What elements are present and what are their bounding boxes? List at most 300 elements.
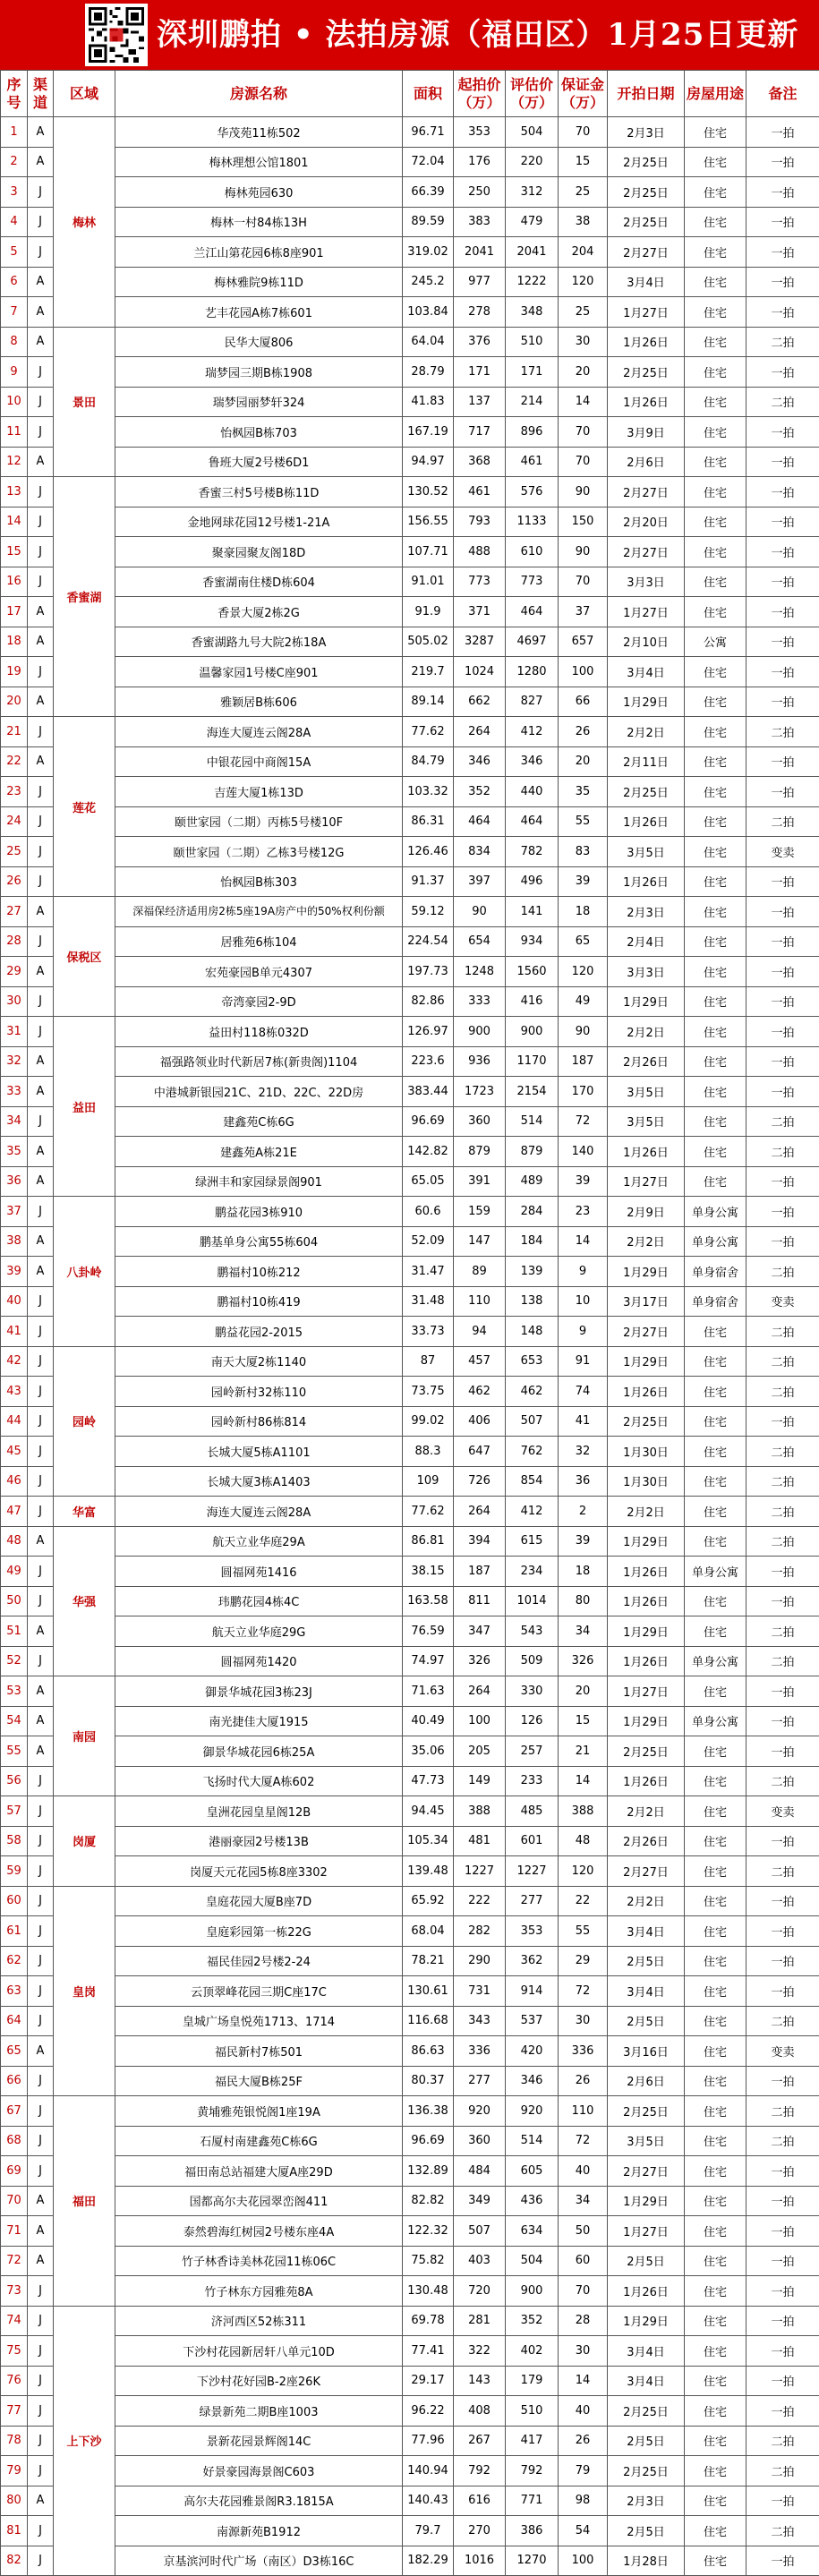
row-size: 91.37 bbox=[403, 866, 454, 897]
row-usage: 住宅 bbox=[685, 1497, 746, 1527]
area-cell: 梅林 bbox=[54, 117, 115, 328]
row-size: 65.05 bbox=[403, 1166, 454, 1197]
row-usage: 住宅 bbox=[685, 1976, 746, 2007]
row-deposit: 30 bbox=[559, 327, 608, 357]
row-name: 京基滨河时代广场（南区）D3栋16C bbox=[115, 2546, 403, 2576]
table-row[interactable] bbox=[1, 1616, 819, 1647]
table-row[interactable] bbox=[1, 147, 819, 177]
table-row[interactable] bbox=[1, 1286, 819, 1317]
table-row[interactable] bbox=[1, 1077, 819, 1107]
row-note: 一拍 bbox=[746, 2366, 819, 2396]
table-row[interactable] bbox=[1, 1346, 819, 1377]
table-row[interactable] bbox=[1, 1736, 819, 1767]
table-row[interactable] bbox=[1, 1197, 819, 1227]
table-row[interactable] bbox=[1, 2186, 819, 2216]
table-row[interactable] bbox=[1, 1226, 819, 1257]
row-deposit: 14 bbox=[559, 2366, 608, 2396]
table-row[interactable] bbox=[1, 237, 819, 268]
table-row[interactable] bbox=[1, 837, 819, 867]
qr-code bbox=[85, 4, 148, 66]
row-note: 变卖 bbox=[746, 2036, 819, 2067]
table-row[interactable] bbox=[1, 687, 819, 717]
table-row[interactable] bbox=[1, 897, 819, 927]
table-row[interactable] bbox=[1, 417, 819, 448]
row-auction-date: 1月26日 bbox=[608, 2276, 685, 2307]
row-start-price: 731 bbox=[454, 1976, 506, 2007]
row-channel: J bbox=[28, 1557, 54, 1587]
table-row[interactable] bbox=[1, 357, 819, 388]
table-row[interactable] bbox=[1, 1557, 819, 1587]
row-appraisal: 353 bbox=[506, 1916, 559, 1947]
table-row[interactable] bbox=[1, 1046, 819, 1077]
row-deposit: 90 bbox=[559, 537, 608, 567]
row-deposit: 34 bbox=[559, 1616, 608, 1647]
row-name: 梅林一村84栋13H bbox=[115, 207, 403, 237]
row-auction-date: 1月26日 bbox=[608, 806, 685, 837]
table-row[interactable] bbox=[1, 2096, 819, 2127]
row-usage: 单身宿舍 bbox=[685, 1286, 746, 1317]
row-note: 一拍 bbox=[746, 1976, 819, 2007]
row-no: 20 bbox=[1, 687, 28, 717]
table-row[interactable] bbox=[1, 2336, 819, 2367]
row-appraisal: 610 bbox=[506, 537, 559, 567]
row-size: 505.02 bbox=[403, 627, 454, 657]
row-deposit: 70 bbox=[559, 2276, 608, 2307]
table-row[interactable] bbox=[1, 1437, 819, 1467]
row-name: 圆福网苑1420 bbox=[115, 1646, 403, 1676]
table-row[interactable] bbox=[1, 2006, 819, 2036]
row-size: 80.37 bbox=[403, 2066, 454, 2096]
row-start-price: 383 bbox=[454, 207, 506, 237]
table-row[interactable] bbox=[1, 1257, 819, 1287]
row-size: 76.59 bbox=[403, 1616, 454, 1647]
row-start-price: 1248 bbox=[454, 957, 506, 987]
table-row[interactable] bbox=[1, 597, 819, 627]
row-start-price: 149 bbox=[454, 1766, 506, 1796]
row-usage: 住宅 bbox=[685, 1826, 746, 1856]
row-auction-date: 2月25日 bbox=[608, 2396, 685, 2427]
table-row[interactable] bbox=[1, 327, 819, 357]
row-auction-date: 1月26日 bbox=[608, 1586, 685, 1616]
table-row[interactable] bbox=[1, 2516, 819, 2546]
row-appraisal: 330 bbox=[506, 1676, 559, 1707]
row-auction-date: 3月5日 bbox=[608, 2126, 685, 2156]
row-auction-date: 2月27日 bbox=[608, 477, 685, 508]
row-note: 一拍 bbox=[746, 537, 819, 567]
row-auction-date: 3月3日 bbox=[608, 957, 685, 987]
row-start-price: 403 bbox=[454, 2246, 506, 2276]
row-note: 二拍 bbox=[746, 1526, 819, 1557]
table-row[interactable] bbox=[1, 1526, 819, 1557]
row-usage: 住宅 bbox=[685, 1137, 746, 1167]
row-size: 105.34 bbox=[403, 1826, 454, 1856]
row-name: 南源新苑B1912 bbox=[115, 2516, 403, 2546]
row-note: 一拍 bbox=[746, 447, 819, 477]
row-name: 华茂苑11栋502 bbox=[115, 117, 403, 148]
row-usage: 住宅 bbox=[685, 2546, 746, 2576]
row-deposit: 30 bbox=[559, 2336, 608, 2367]
row-note: 一拍 bbox=[746, 1557, 819, 1587]
area-cell: 华强 bbox=[54, 1526, 115, 1676]
row-start-price: 773 bbox=[454, 567, 506, 597]
table-row[interactable] bbox=[1, 1976, 819, 2007]
row-size: 78.21 bbox=[403, 1946, 454, 1976]
row-no: 54 bbox=[1, 1706, 28, 1736]
table-row[interactable] bbox=[1, 207, 819, 237]
row-start-price: 187 bbox=[454, 1557, 506, 1587]
row-name: 御景华城花园6栋25A bbox=[115, 1736, 403, 1767]
row-note: 二拍 bbox=[746, 2456, 819, 2486]
row-channel: J bbox=[28, 837, 54, 867]
table-row[interactable] bbox=[1, 627, 819, 657]
area-cell: 华富 bbox=[54, 1497, 115, 1527]
row-name: 好景豪园海景阁C603 bbox=[115, 2456, 403, 2486]
row-channel: J bbox=[28, 1946, 54, 1976]
row-start-price: 110 bbox=[454, 1286, 506, 1317]
row-note: 一拍 bbox=[746, 2546, 819, 2576]
row-start-price: 977 bbox=[454, 267, 506, 297]
table-row[interactable] bbox=[1, 986, 819, 1017]
row-deposit: 40 bbox=[559, 2156, 608, 2187]
table-row[interactable] bbox=[1, 2396, 819, 2427]
row-appraisal: 576 bbox=[506, 477, 559, 508]
row-name: 皇城广场皇悦苑1713、1714 bbox=[115, 2006, 403, 2036]
row-size: 59.12 bbox=[403, 897, 454, 927]
row-deposit: 140 bbox=[559, 1137, 608, 1167]
row-channel: J bbox=[28, 2006, 54, 2036]
row-usage: 住宅 bbox=[685, 147, 746, 177]
table-row[interactable] bbox=[1, 2036, 819, 2067]
row-name: 下沙村花园新居轩八单元10D bbox=[115, 2336, 403, 2367]
table-row[interactable] bbox=[1, 387, 819, 417]
page-title: 深圳鹏拍 • 法拍房源（福田区）1月25日更新 bbox=[157, 0, 798, 70]
row-note: 一拍 bbox=[746, 687, 819, 717]
row-deposit: 120 bbox=[559, 1856, 608, 1887]
row-name: 云顶翠峰花园三期C座17C bbox=[115, 1976, 403, 2007]
row-name: 高尔夫花园雅景阁R3.1815A bbox=[115, 2486, 403, 2516]
table-row[interactable] bbox=[1, 477, 819, 508]
row-deposit: 90 bbox=[559, 1017, 608, 1047]
row-size: 64.04 bbox=[403, 327, 454, 357]
row-start-price: 270 bbox=[454, 2516, 506, 2546]
row-note: 一拍 bbox=[746, 2216, 819, 2247]
row-channel: J bbox=[28, 1377, 54, 1407]
table-row[interactable] bbox=[1, 1586, 819, 1616]
table-row[interactable] bbox=[1, 1946, 819, 1976]
table-row[interactable] bbox=[1, 1826, 819, 1856]
table-row[interactable] bbox=[1, 777, 819, 807]
row-auction-date: 2月2日 bbox=[608, 1226, 685, 1257]
table-row[interactable] bbox=[1, 2156, 819, 2187]
row-usage: 住宅 bbox=[685, 2396, 746, 2427]
row-deposit: 187 bbox=[559, 1046, 608, 1077]
row-auction-date: 2月27日 bbox=[608, 1856, 685, 1887]
row-note: 二拍 bbox=[746, 1106, 819, 1137]
row-start-price: 457 bbox=[454, 1346, 506, 1377]
row-note: 二拍 bbox=[746, 1346, 819, 1377]
table-row[interactable] bbox=[1, 1137, 819, 1167]
row-name: 石厦村南建鑫苑C栋6G bbox=[115, 2126, 403, 2156]
row-size: 38.15 bbox=[403, 1557, 454, 1587]
row-deposit: 83 bbox=[559, 837, 608, 867]
row-no: 55 bbox=[1, 1736, 28, 1767]
row-auction-date: 2月5日 bbox=[608, 2516, 685, 2546]
row-name: 颐世家园（二期）乙栋3号楼12G bbox=[115, 837, 403, 867]
row-usage: 住宅 bbox=[685, 2516, 746, 2546]
row-start-price: 352 bbox=[454, 777, 506, 807]
row-name: 鹏基单身公寓55栋604 bbox=[115, 1226, 403, 1257]
table-row[interactable] bbox=[1, 2366, 819, 2396]
table-row[interactable] bbox=[1, 2546, 819, 2576]
row-start-price: 353 bbox=[454, 117, 506, 148]
row-deposit: 22 bbox=[559, 1886, 608, 1916]
row-size: 77.62 bbox=[403, 1497, 454, 1527]
table-row[interactable] bbox=[1, 657, 819, 687]
row-usage: 住宅 bbox=[685, 746, 746, 777]
row-size: 136.38 bbox=[403, 2096, 454, 2127]
table-row[interactable] bbox=[1, 1166, 819, 1197]
row-size: 245.2 bbox=[403, 267, 454, 297]
table-row[interactable] bbox=[1, 1766, 819, 1796]
table-row[interactable] bbox=[1, 746, 819, 777]
row-channel: A bbox=[28, 597, 54, 627]
row-start-price: 360 bbox=[454, 1106, 506, 1137]
table-row[interactable] bbox=[1, 1317, 819, 1347]
row-name: 绿景新苑二期B座1003 bbox=[115, 2396, 403, 2427]
row-appraisal: 416 bbox=[506, 986, 559, 1017]
row-auction-date: 1月29日 bbox=[608, 2306, 685, 2336]
row-start-price: 720 bbox=[454, 2276, 506, 2307]
row-channel: A bbox=[28, 1526, 54, 1557]
table-row[interactable] bbox=[1, 2486, 819, 2516]
row-channel: A bbox=[28, 1676, 54, 1707]
row-note: 二拍 bbox=[746, 2516, 819, 2546]
table-row[interactable] bbox=[1, 1466, 819, 1497]
row-usage: 住宅 bbox=[685, 1886, 746, 1916]
table-row[interactable] bbox=[1, 717, 819, 747]
row-no: 23 bbox=[1, 777, 28, 807]
table-row[interactable] bbox=[1, 2306, 819, 2336]
row-auction-date: 2月2日 bbox=[608, 1796, 685, 1827]
table-row[interactable] bbox=[1, 507, 819, 537]
table-row[interactable] bbox=[1, 537, 819, 567]
row-size: 163.58 bbox=[403, 1586, 454, 1616]
row-appraisal: 234 bbox=[506, 1557, 559, 1587]
row-no: 14 bbox=[1, 507, 28, 537]
row-name: 宏苑豪园B单元4307 bbox=[115, 957, 403, 987]
row-channel: J bbox=[28, 417, 54, 448]
table-row[interactable] bbox=[1, 1406, 819, 1437]
row-start-price: 290 bbox=[454, 1946, 506, 1976]
row-size: 75.82 bbox=[403, 2246, 454, 2276]
row-channel: A bbox=[28, 447, 54, 477]
row-name: 航天立业华庭29A bbox=[115, 1526, 403, 1557]
row-start-price: 461 bbox=[454, 477, 506, 508]
table-row[interactable] bbox=[1, 2066, 819, 2096]
row-deposit: 79 bbox=[559, 2456, 608, 2486]
table-row[interactable] bbox=[1, 866, 819, 897]
row-usage: 住宅 bbox=[685, 2246, 746, 2276]
row-channel: J bbox=[28, 2336, 54, 2367]
row-note: 二拍 bbox=[746, 1257, 819, 1287]
table-row[interactable] bbox=[1, 806, 819, 837]
listing-table bbox=[0, 70, 819, 2576]
row-channel: J bbox=[28, 1796, 54, 1827]
row-appraisal: 220 bbox=[506, 147, 559, 177]
row-channel: A bbox=[28, 1077, 54, 1107]
row-no: 7 bbox=[1, 297, 28, 328]
table-row[interactable] bbox=[1, 1497, 819, 1527]
row-auction-date: 3月5日 bbox=[608, 1106, 685, 1137]
row-appraisal: 461 bbox=[506, 447, 559, 477]
table-row[interactable] bbox=[1, 117, 819, 148]
row-auction-date: 1月26日 bbox=[608, 866, 685, 897]
row-name: 鹏福村10栋212 bbox=[115, 1257, 403, 1287]
row-appraisal: 257 bbox=[506, 1736, 559, 1767]
row-usage: 住宅 bbox=[685, 1346, 746, 1377]
row-no: 43 bbox=[1, 1377, 28, 1407]
row-auction-date: 2月25日 bbox=[608, 1406, 685, 1437]
row-size: 82.82 bbox=[403, 2186, 454, 2216]
row-appraisal: 507 bbox=[506, 1406, 559, 1437]
row-appraisal: 184 bbox=[506, 1226, 559, 1257]
row-deposit: 657 bbox=[559, 627, 608, 657]
row-appraisal: 854 bbox=[506, 1466, 559, 1497]
table-row[interactable] bbox=[1, 2126, 819, 2156]
row-no: 38 bbox=[1, 1226, 28, 1257]
row-note: 二拍 bbox=[746, 1317, 819, 1347]
table-row[interactable] bbox=[1, 2276, 819, 2307]
row-size: 140.43 bbox=[403, 2486, 454, 2516]
row-size: 77.41 bbox=[403, 2336, 454, 2367]
row-size: 96.69 bbox=[403, 2126, 454, 2156]
row-no: 22 bbox=[1, 746, 28, 777]
row-note: 一拍 bbox=[746, 1706, 819, 1736]
row-size: 91.01 bbox=[403, 567, 454, 597]
row-note: 一拍 bbox=[746, 986, 819, 1017]
row-no: 28 bbox=[1, 926, 28, 957]
page-header bbox=[0, 0, 819, 70]
row-start-price: 1723 bbox=[454, 1077, 506, 1107]
row-no: 42 bbox=[1, 1346, 28, 1377]
table-row[interactable] bbox=[1, 1106, 819, 1137]
row-usage: 住宅 bbox=[685, 837, 746, 867]
row-usage: 住宅 bbox=[685, 117, 746, 148]
row-auction-date: 2月6日 bbox=[608, 2066, 685, 2096]
row-name: 建鑫苑A栋21E bbox=[115, 1137, 403, 1167]
table-row[interactable] bbox=[1, 2426, 819, 2456]
row-name: 怡枫园B栋303 bbox=[115, 866, 403, 897]
table-row[interactable] bbox=[1, 1886, 819, 1916]
table-row[interactable] bbox=[1, 2246, 819, 2276]
table-row[interactable] bbox=[1, 567, 819, 597]
table-row[interactable] bbox=[1, 297, 819, 328]
row-no: 64 bbox=[1, 2006, 28, 2036]
row-name: 皇庭花园大厦B座7D bbox=[115, 1886, 403, 1916]
row-name: 中港城新银园21C、21D、22C、22D房 bbox=[115, 1077, 403, 1107]
row-start-price: 147 bbox=[454, 1226, 506, 1257]
row-no: 73 bbox=[1, 2276, 28, 2307]
row-size: 28.79 bbox=[403, 357, 454, 388]
row-auction-date: 3月9日 bbox=[608, 417, 685, 448]
table-row[interactable] bbox=[1, 1706, 819, 1736]
row-note: 二拍 bbox=[746, 327, 819, 357]
row-auction-date: 1月27日 bbox=[608, 2216, 685, 2247]
table-row[interactable] bbox=[1, 447, 819, 477]
table-row[interactable] bbox=[1, 1377, 819, 1407]
row-no: 36 bbox=[1, 1166, 28, 1197]
table-row[interactable] bbox=[1, 1916, 819, 1947]
table-row[interactable] bbox=[1, 1856, 819, 1887]
row-no: 13 bbox=[1, 477, 28, 508]
row-size: 99.02 bbox=[403, 1406, 454, 1437]
row-note: 一拍 bbox=[746, 477, 819, 508]
row-deposit: 49 bbox=[559, 986, 608, 1017]
row-appraisal: 605 bbox=[506, 2156, 559, 2187]
table-row[interactable] bbox=[1, 1017, 819, 1047]
row-start-price: 462 bbox=[454, 1377, 506, 1407]
table-row[interactable] bbox=[1, 1796, 819, 1827]
row-usage: 住宅 bbox=[685, 1466, 746, 1497]
row-appraisal: 510 bbox=[506, 2396, 559, 2427]
row-deposit: 110 bbox=[559, 2096, 608, 2127]
row-size: 77.96 bbox=[403, 2426, 454, 2456]
row-size: 109 bbox=[403, 1466, 454, 1497]
row-no: 21 bbox=[1, 717, 28, 747]
row-deposit: 120 bbox=[559, 957, 608, 987]
row-note: 一拍 bbox=[746, 627, 819, 657]
row-start-price: 920 bbox=[454, 2096, 506, 2127]
row-auction-date: 2月3日 bbox=[608, 117, 685, 148]
row-auction-date: 1月26日 bbox=[608, 1557, 685, 1587]
row-name: 岗厦天元花园5栋8座3302 bbox=[115, 1856, 403, 1887]
table-row[interactable] bbox=[1, 267, 819, 297]
row-size: 219.7 bbox=[403, 657, 454, 687]
row-note: 二拍 bbox=[746, 2006, 819, 2036]
table-row[interactable] bbox=[1, 1676, 819, 1707]
table-row[interactable] bbox=[1, 2456, 819, 2486]
row-auction-date: 2月26日 bbox=[608, 1826, 685, 1856]
table-row[interactable] bbox=[1, 2216, 819, 2247]
table-row[interactable] bbox=[1, 926, 819, 957]
row-usage: 住宅 bbox=[685, 267, 746, 297]
row-no: 19 bbox=[1, 657, 28, 687]
row-channel: J bbox=[28, 717, 54, 747]
row-appraisal: 1270 bbox=[506, 2546, 559, 2576]
row-channel: J bbox=[28, 2426, 54, 2456]
table-row[interactable] bbox=[1, 957, 819, 987]
row-auction-date: 1月29日 bbox=[608, 1616, 685, 1647]
row-name: 帝湾豪园2-9D bbox=[115, 986, 403, 1017]
row-size: 116.68 bbox=[403, 2006, 454, 2036]
row-note: 一拍 bbox=[746, 746, 819, 777]
row-note: 一拍 bbox=[746, 357, 819, 388]
row-appraisal: 284 bbox=[506, 1197, 559, 1227]
row-deposit: 18 bbox=[559, 1557, 608, 1587]
row-note: 变卖 bbox=[746, 837, 819, 867]
row-start-price: 360 bbox=[454, 2126, 506, 2156]
row-auction-date: 2月25日 bbox=[608, 2456, 685, 2486]
row-auction-date: 1月30日 bbox=[608, 1466, 685, 1497]
row-appraisal: 1222 bbox=[506, 267, 559, 297]
row-appraisal: 420 bbox=[506, 2036, 559, 2067]
row-usage: 住宅 bbox=[685, 297, 746, 328]
table-row[interactable] bbox=[1, 177, 819, 208]
row-name: 圆福网苑1416 bbox=[115, 1557, 403, 1587]
row-deposit: 14 bbox=[559, 1766, 608, 1796]
table-row[interactable] bbox=[1, 1646, 819, 1676]
row-note: 二拍 bbox=[746, 1377, 819, 1407]
